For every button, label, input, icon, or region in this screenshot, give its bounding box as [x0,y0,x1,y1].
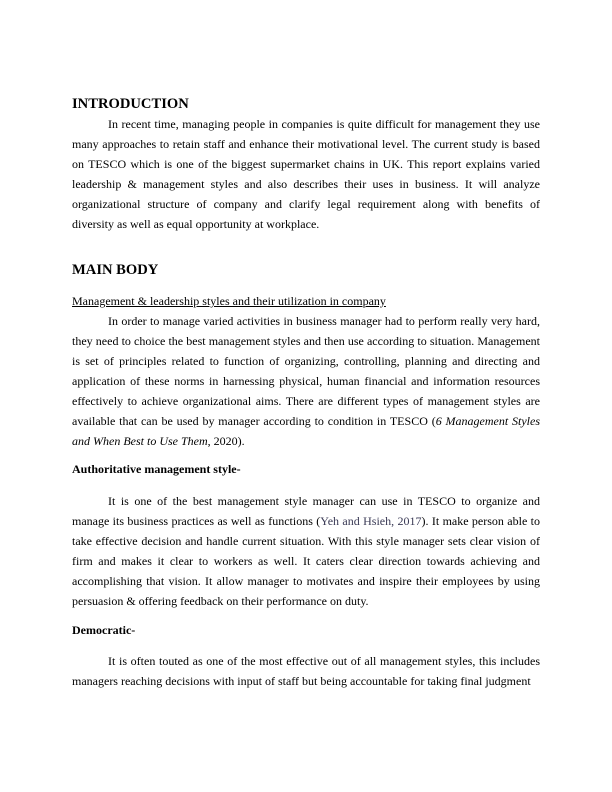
democratic-paragraph: It is often touted as one of the most effective out of all management styles, this includes managers reaching decisions with input of staff but being accountable for taking final judgment [72,654,540,688]
management-styles-citation: 6 Management Styles and When Best to Use Them [72,414,541,448]
management-styles-citation-tail: , 2020). [207,434,245,448]
document-content [72,94,540,691]
main-body-heading: MAIN BODY [72,262,159,278]
management-styles-paragraph [72,311,540,451]
authoritative-text-before: It is one of the best management style manager can use in TESCO to organize and manage its business practices as well as functions ( [72,494,540,528]
management-styles-subheading: Management & leadership styles and their utilization in company [72,294,386,308]
authoritative-text-after: ). It make person able to take effective decision and handle current situation. With this style manager sets clear vision of firm and makes it clear to workers as well. It caters clear direction towards achieving and accomplishing that vision. It allow manager to motivates and inspire their employees by using persuasion & offering feedback on their performance on duty. [72,514,540,608]
introduction-heading: INTRODUCTION [72,96,189,112]
introduction-paragraph: In recent time, managing people in companies is quite difficult for management they use many approaches to retain staff and enhance their motivational level. The current study is based on TESCO which is one of the biggest supermarket chains in UK. This report explains varied leadership & management styles and also describes their uses in business. It will analyze organizational structure of company and clarify legal requirement along with benefits of diversity as well as equal opportunity at workplace. [72,117,540,231]
democratic-heading: Democratic- [72,623,136,637]
authoritative-citation: Yeh and Hsieh, 2017 [320,514,422,528]
management-styles-text: In order to manage varied activities in business manager had to perform really very hard, they need to choice the best management styles and then use according to situation. Management is set of principles related to function of organizing, controlling, planning and directing and application of these norms in harnessing physical, human financial and information resources effectively to achieve organizational aims. There are different types of management styles are available that can be used by manager according to condition in TESCO ( [72,314,540,428]
authoritative-heading: Authoritative management style- [72,462,241,476]
authoritative-paragraph [72,491,540,611]
